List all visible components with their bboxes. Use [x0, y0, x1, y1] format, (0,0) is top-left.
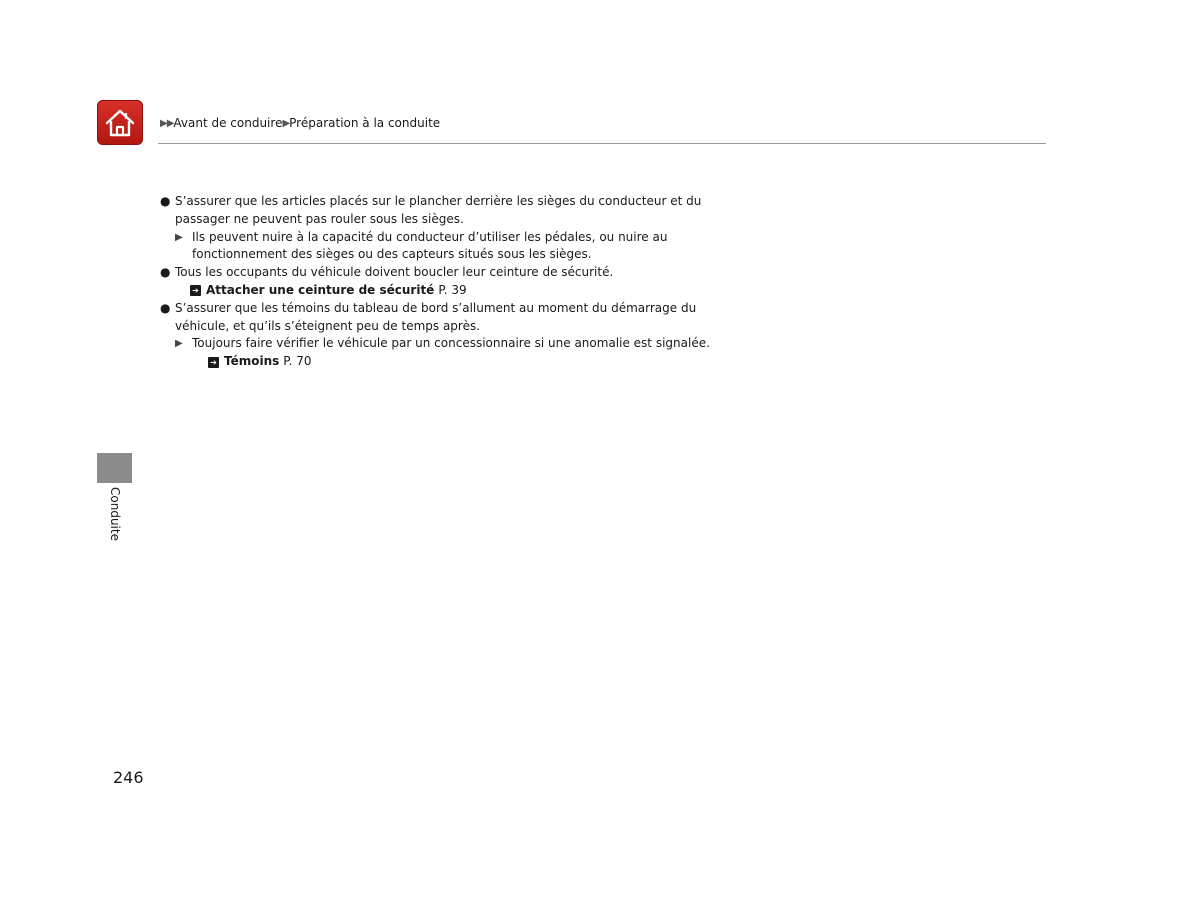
home-button[interactable]	[97, 100, 143, 145]
breadcrumb-item-avant-de-conduire[interactable]: Avant de conduire	[173, 116, 283, 130]
note	[160, 335, 720, 353]
main-content	[160, 193, 720, 371]
list-item	[160, 193, 720, 229]
section-label: Conduite	[108, 487, 122, 541]
item-text-line: Tous les occupants du véhicule doivent boucler leur ceinture de sécurité.	[175, 265, 614, 280]
item-text-line: passager ne peuvent pas rouler sous les sièges.	[175, 211, 464, 226]
reference-title[interactable]: Témoins	[224, 354, 280, 369]
section-tab[interactable]	[97, 453, 132, 483]
item-text-line: véhicule, et qu’ils s’éteignent peu de temps après.	[175, 318, 481, 333]
note-arrow-icon: ▶	[175, 338, 183, 350]
home-icon	[104, 108, 136, 138]
reference-title[interactable]: Attacher une ceinture de sécurité	[206, 282, 435, 297]
list-item	[160, 300, 720, 336]
item-text-line: S’assurer que les témoins du tableau de bord s’allument au moment du démarrage du	[175, 300, 697, 315]
list-item	[160, 264, 720, 282]
breadcrumb-separator-icon: ▶	[282, 117, 290, 129]
reference-arrow-icon: ➔	[208, 357, 219, 368]
note-text-line: Ils peuvent nuire à la capacité du conducteur d’utiliser les pédales, ou nuire au	[192, 229, 668, 244]
header-divider	[158, 143, 1046, 144]
item-text-line: S’assurer que les articles placés sur le plancher derrière les sièges du conducteur et du	[175, 194, 702, 208]
note	[160, 229, 720, 265]
breadcrumb-arrow-icon: ▶▶	[160, 117, 174, 129]
note-text-line: Toujours faire vérifier le véhicule par un concessionnaire si une anomalie est signalée.	[192, 336, 710, 351]
note-arrow-icon: ▶	[175, 231, 183, 243]
reference-page[interactable]: P. 39	[438, 282, 467, 297]
bullet-icon: ●	[160, 265, 171, 280]
reference-page[interactable]: P. 70	[283, 354, 312, 369]
breadcrumb-item-preparation[interactable]: Préparation à la conduite	[289, 116, 441, 130]
bullet-icon: ●	[160, 194, 171, 208]
page-number: 246	[113, 768, 144, 787]
breadcrumb	[160, 116, 440, 130]
reference-arrow-icon: ➔	[190, 285, 201, 296]
note-text-line: fonctionnement des sièges ou des capteurs situés sous les sièges.	[192, 247, 592, 262]
cross-reference-link[interactable]	[160, 353, 720, 371]
bullet-icon: ●	[160, 300, 171, 315]
cross-reference-link[interactable]	[160, 282, 720, 300]
